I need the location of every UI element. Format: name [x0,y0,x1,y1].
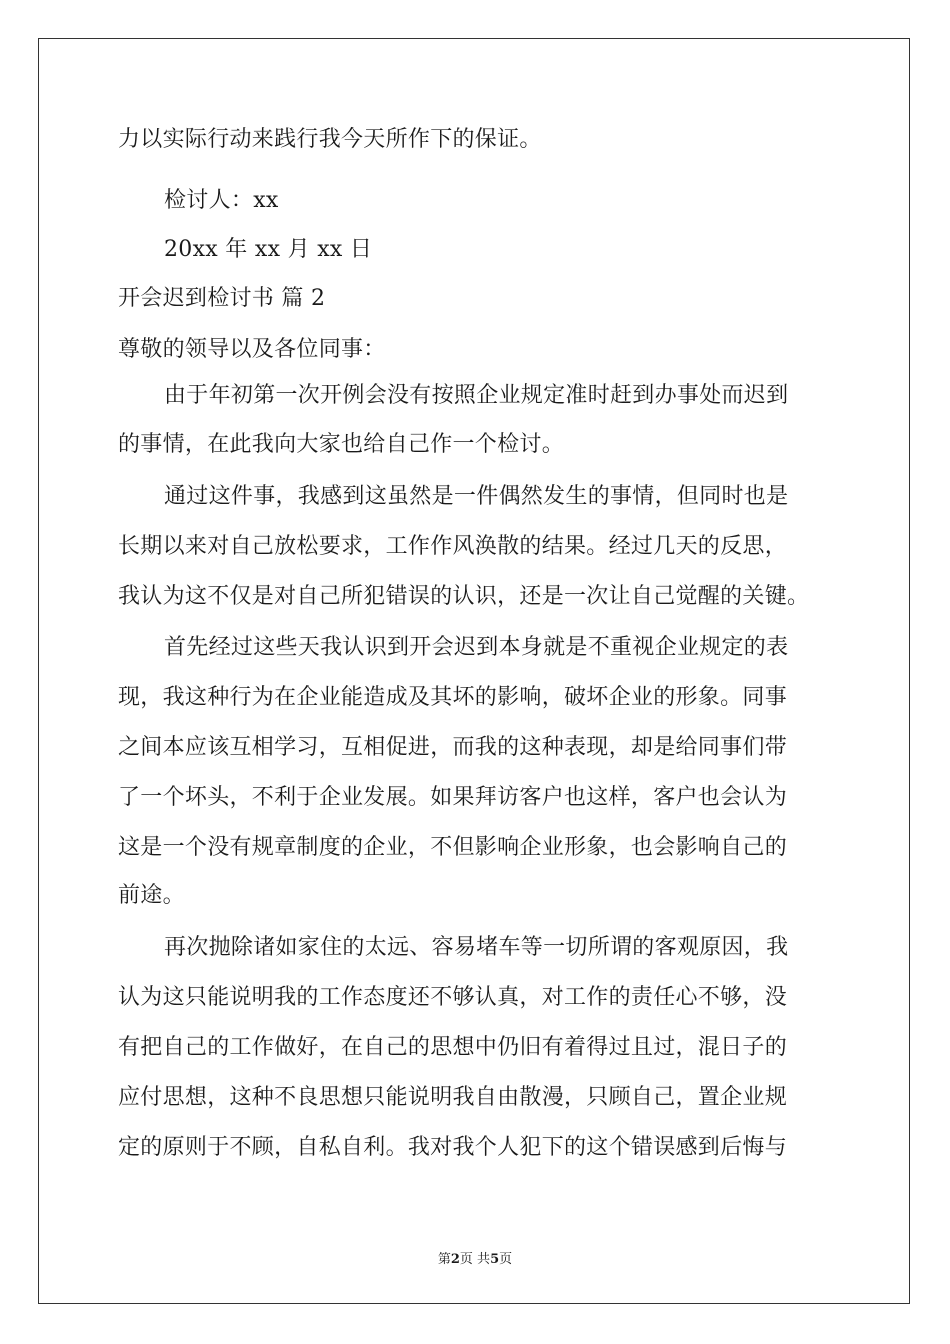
footer-middle: 页 共 [459,1252,491,1267]
page-border [38,38,910,1304]
text-line: 应付思想，这种不良思想只能说明我自由散漫，只顾自己，置企业规 [118,1085,788,1110]
current-page-number: 2 [450,1252,460,1267]
footer-suffix: 页 [499,1252,513,1267]
text-line: 力以实际行动来践行我今天所作下的保证。 [118,127,542,152]
text-line: 前途。 [118,883,185,908]
text-line: 这是一个没有规章制度的企业，不但影响企业形象，也会影响自己的 [118,835,788,860]
footer-prefix: 第 [437,1252,451,1267]
salutation: 尊敬的领导以及各位同事： [118,337,386,362]
text-line: 我认为这不仅是对自己所犯错误的认识，还是一次让自己觉醒的关键。 [118,584,810,609]
text-line: 定的原则于不顾，自私自利。我对我个人犯下的这个错误感到后悔与 [118,1135,788,1160]
text-line: 长期以来对自己放松要求，工作作风涣散的结果。经过几天的反思， [118,534,788,559]
text-line: 通过这件事，我感到这虽然是一件偶然发生的事情，但同时也是 [164,484,789,509]
page-footer [0,1248,950,1267]
section-heading: 开会迟到检讨书 篇 2 [118,286,326,311]
text-line: 了一个坏头，不利于企业发展。如果拜访客户也这样，客户也会认为 [118,785,788,810]
text-line: 现，我这种行为在企业能造成及其坏的影响，破坏企业的形象。同事 [118,685,788,710]
signature-line: 检讨人：xx [164,188,279,213]
date-line: 20xx 年 xx 月 xx 日 [164,237,373,262]
text-line: 再次抛除诸如家住的太远、容易堵车等一切所谓的客观原因，我 [164,935,789,960]
text-line: 的事情，在此我向大家也给自己作一个检讨。 [118,432,565,457]
text-line: 有把自己的工作做好，在自己的思想中仍旧有着得过且过，混日子的 [118,1035,788,1060]
text-line: 之间本应该互相学习，互相促进，而我的这种表现，却是给同事们带 [118,735,788,760]
text-line: 首先经过这些天我认识到开会迟到本身就是不重视企业规定的表 [164,635,789,660]
text-line: 由于年初第一次开例会没有按照企业规定准时赶到办事处而迟到 [164,383,789,408]
total-page-count: 5 [490,1252,500,1267]
text-line: 认为这只能说明我的工作态度还不够认真，对工作的责任心不够，没 [118,985,788,1010]
